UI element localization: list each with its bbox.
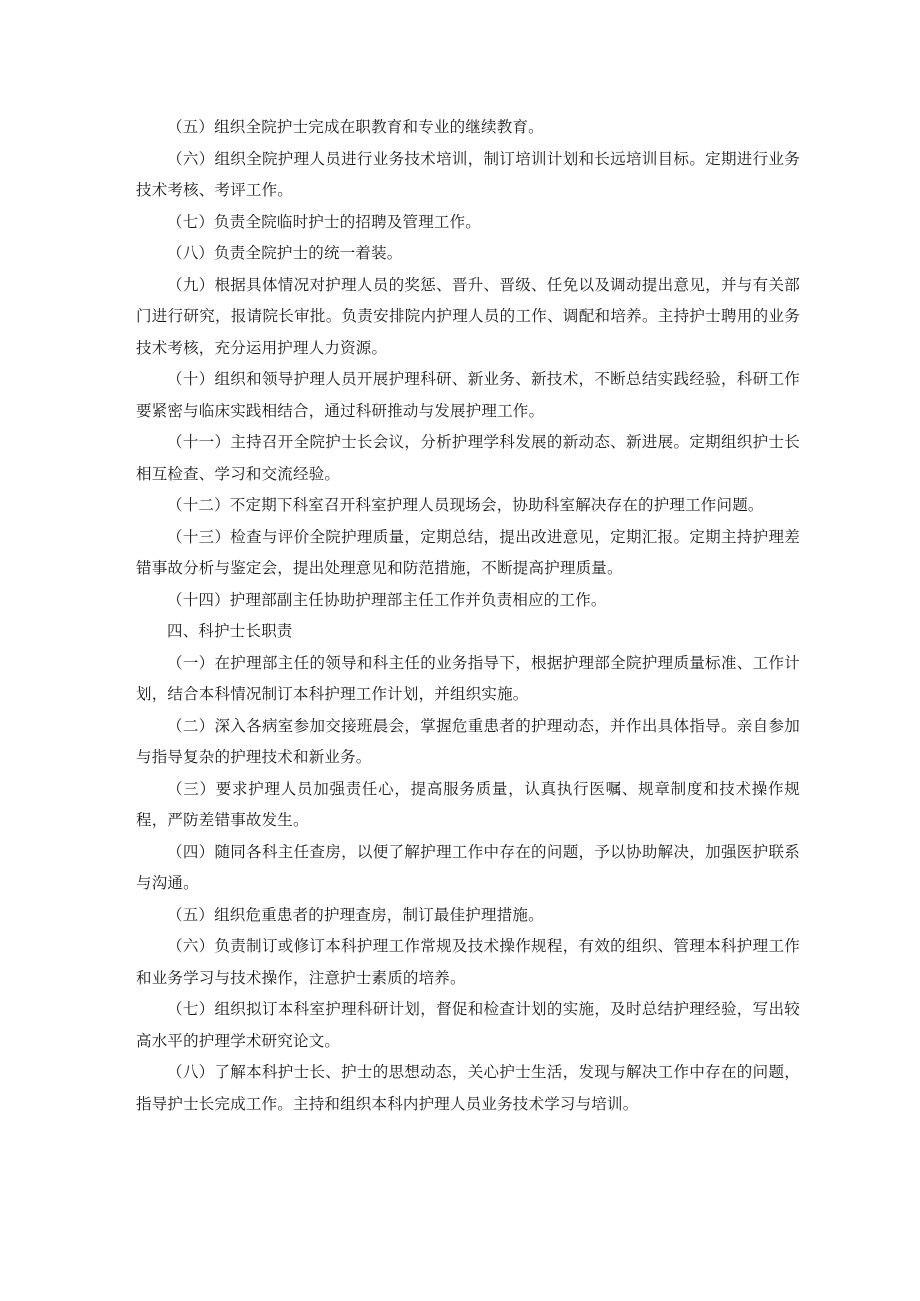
- section-heading: 四、科护士长职责: [167, 622, 293, 640]
- paragraph-s4-2: （二）深入各病室参加交接班晨会，掌握危重患者的护理动态，并作出具体指导。亲自参加与指导复杂的护理技术和新业务。: [136, 716, 800, 766]
- paragraph-s4-8: （八）了解本科护士长、护士的思想动态，关心护士生活，发现与解决工作中存在的问题，指导护士长完成工作。主持和组织本科内护理人员业务技术学习与培训。: [136, 1063, 800, 1113]
- document-body: [136, 112, 800, 1120]
- paragraph-s3-7: （七）负责全院临时护士的招聘及管理工作。: [167, 212, 482, 231]
- paragraph-s4-7: （七）组织拟订本科室护理科研计划，督促和检查计划的实施，及时总结护理经验，写出较高水平的护理学术研究论文。: [136, 1000, 800, 1050]
- paragraph-s3-11: （十一）主持召开全院护士长会议，分析护理学科发展的新动态、新进展。定期组织护士长相互检查、学习和交流经验。: [136, 433, 800, 483]
- paragraph-s3-5: （五）组织全院护士完成在职教育和专业的继续教育。: [167, 118, 544, 136]
- paragraph-s4-6: （六）负责制订或修订本科护理工作常规及技术操作规程，有效的组织、管理本科护理工作和业务学习与技术操作，注意护士素质的培养。: [136, 937, 800, 987]
- paragraph-s3-14: （十四）护理部副主任协助护理部主任工作并负责相应的工作。: [167, 590, 607, 609]
- paragraph-s3-10: （十）组织和领导护理人员开展护理科研、新业务、新技术，不断总结实践经验，科研工作要紧密与临床实践相结合，通过科研推动与发展护理工作。: [136, 370, 800, 420]
- paragraph-s4-1: （一）在护理部主任的领导和科主任的业务指导下，根据护理部全院护理质量标准、工作计划，结合本科情况制订本科护理工作计划，并组织实施。: [136, 653, 800, 703]
- paragraph-s3-12: （十二）不定期下科室召开科室护理人员现场会，协助科室解决存在的护理工作问题。: [167, 496, 764, 514]
- paragraph-s4-5: （五）组织危重患者的护理查房，制订最佳护理措施。: [167, 905, 544, 924]
- paragraph-s3-9: （九）根据具体情况对护理人员的奖惩、晋升、晋级、任免以及调动提出意见，并与有关部门进行研究，报请院长审批。负责安排院内护理人员的工作、调配和培养。主持护士聘用的业务技术考核，充分运用护理人力资源。: [136, 275, 800, 357]
- paragraph-s4-4: （四）随同各科主任查房，以便了解护理工作中存在的问题，予以协助解决，加强医护联系与沟通。: [136, 842, 800, 892]
- paragraph-s4-3: （三）要求护理人员加强责任心，提高服务质量，认真执行医嘱、规章制度和技术操作规程，严防差错事故发生。: [136, 779, 800, 829]
- paragraph-s3-6: （六）组织全院护理人员进行业务技术培训，制订培训计划和长远培训目标。定期进行业务技术考核、考评工作。: [136, 149, 800, 199]
- paragraph-s3-8: （八）负责全院护士的统一着装。: [167, 244, 403, 262]
- paragraph-s3-13: （十三）检查与评价全院护理质量，定期总结，提出改进意见，定期汇报。定期主持护理差错事故分析与鉴定会，提出处理意见和防范措施，不断提高护理质量。: [136, 527, 800, 577]
